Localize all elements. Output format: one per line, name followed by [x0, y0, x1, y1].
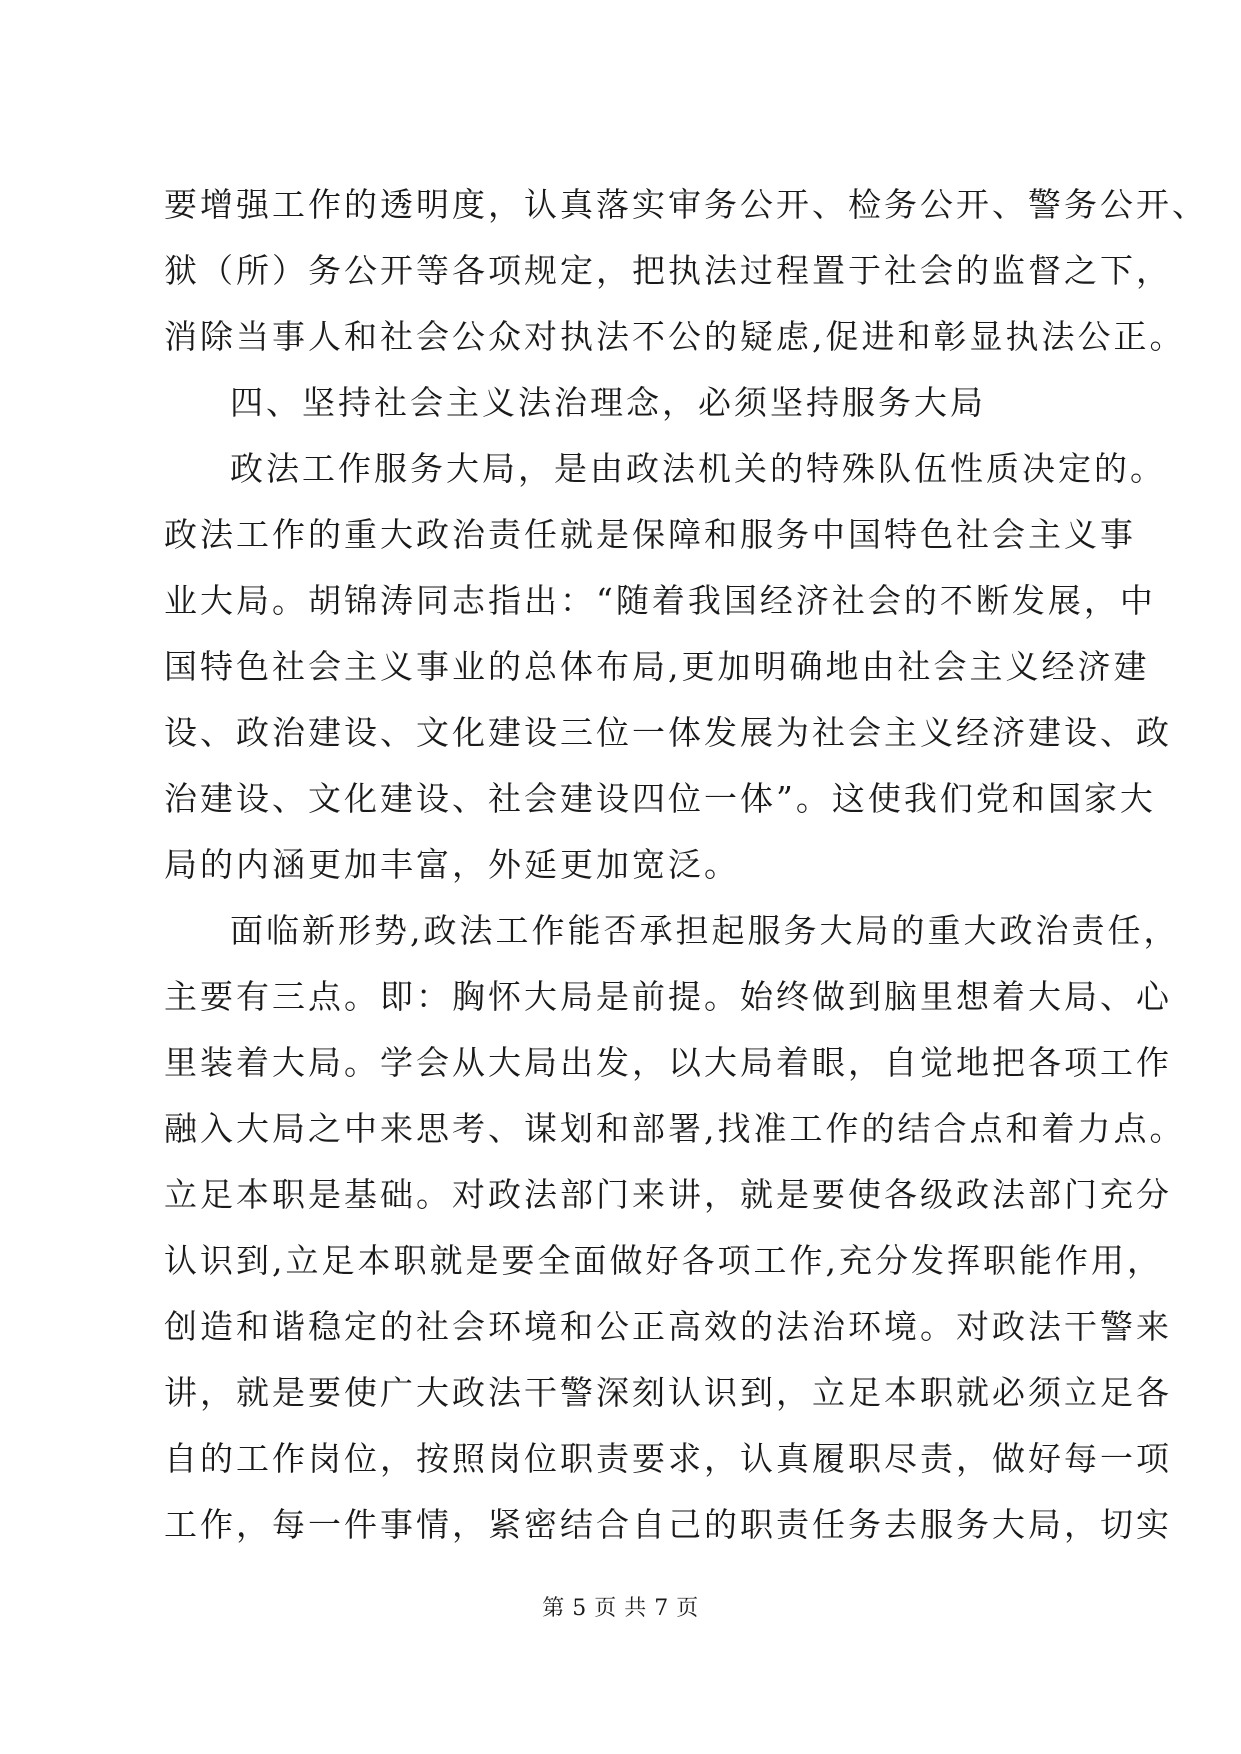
body-text-line: 认识到,立足本职就是要全面做好各项工作,充分发挥职能作用， — [164, 1241, 1163, 1280]
body-text-line: 主要有三点。即：胸怀大局是前提。始终做到脑里想着大局、心 — [164, 977, 1172, 1016]
body-text-line: 里装着大局。学会从大局出发，以大局着眼，自觉地把各项工作 — [164, 1043, 1172, 1082]
body-text-line: 立足本职是基础。对政法部门来讲，就是要使各级政法部门充分 — [164, 1175, 1172, 1214]
section-heading: 四、坚持社会主义法治理念，必须坚持服务大局 — [230, 383, 986, 422]
body-text-line: 政法工作服务大局，是由政法机关的特殊队伍性质决定的。 — [230, 449, 1166, 488]
page-number-footer: 第 5 页 共 7 页 — [542, 1596, 699, 1621]
body-text-line: 治建设、文化建设、社会建设四位一体”。这使我们党和国家大 — [164, 779, 1156, 818]
body-text-line: 面临新形势,政法工作能否承担起服务大局的重大政治责任， — [230, 911, 1180, 950]
body-text-line: 融入大局之中来思考、谋划和部署,找准工作的结合点和着力点。 — [164, 1109, 1186, 1148]
body-text-line: 创造和谐稳定的社会环境和公正高效的法治环境。对政法干警来 — [164, 1307, 1172, 1346]
body-text-line: 局的内涵更加丰富，外延更加宽泛。 — [164, 845, 740, 884]
body-text-line: 狱（所）务公开等各项规定，把执法过程置于社会的监督之下， — [164, 251, 1172, 290]
body-text-line: 设、政治建设、文化建设三位一体发展为社会主义经济建设、政 — [164, 713, 1172, 752]
body-text-line: 工作，每一件事情，紧密结合自己的职责任务去服务大局，切实 — [164, 1505, 1172, 1544]
body-text-line: 业大局。胡锦涛同志指出：“随着我国经济社会的不断发展，中 — [164, 581, 1156, 620]
body-text-line: 自的工作岗位，按照岗位职责要求，认真履职尽责，做好每一项 — [164, 1439, 1172, 1478]
body-text-line: 消除当事人和社会公众对执法不公的疑虑,促进和彰显执法公正。 — [164, 317, 1186, 356]
body-text-line: 政法工作的重大政治责任就是保障和服务中国特色社会主义事 — [164, 515, 1136, 554]
body-text-line: 国特色社会主义事业的总体布局,更加明确地由社会主义经济建 — [164, 647, 1150, 686]
body-text-line: 讲，就是要使广大政法干警深刻认识到，立足本职就必须立足各 — [164, 1373, 1172, 1412]
body-text-line: 要增强工作的透明度，认真落实审务公开、检务公开、警务公开、 — [164, 185, 1208, 224]
